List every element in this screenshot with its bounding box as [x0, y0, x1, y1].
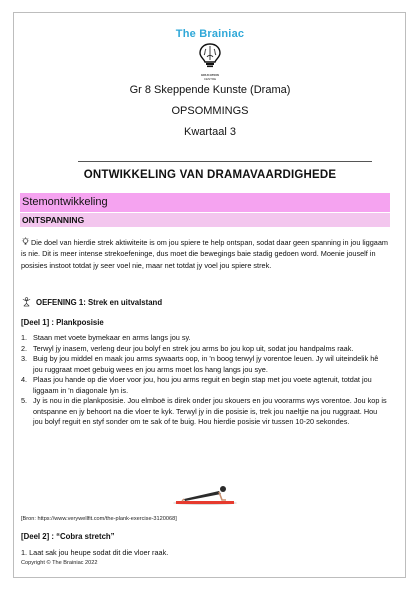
plank-steps-list [21, 333, 387, 428]
intro-paragraph [21, 237, 389, 271]
subtopic-band: ONTSPANNING [20, 213, 390, 227]
list-item: 5. Jy is nou in die plankposisie. Jou elmboë is direk onder jou skouers en jou voorarms wys vorentoe. Jou kop is ontspanne en jy behoort na die vloer te kyk. Terwyl jy in die posisie is, trek jou naeltjie na jou ruggraat. Hou jou bolyf reguit en styf sonder om te sak of te buig. Hou hierdie posisie vir tussen 10-20 sekondes. [21, 396, 387, 426]
part2-heading: [Deel 2] : “Cobra stretch” [21, 532, 115, 541]
brand-name: The Brainiac [175, 28, 245, 40]
term-title: Kwartaal 3 [184, 126, 236, 138]
plank-exercise-image [170, 481, 240, 507]
list-item: 3. Buig by jou middel en maak jou arms sywaarts oop, in 'n boog terwyl jy vorentoe leuen. Jy wil uiteindelik hê jou ruggraat moet gebuig wees en jou arms moet los hang langs jou sye. [21, 354, 379, 374]
exercise-heading [21, 297, 162, 307]
part2-step: 1. Laat sak jou heupe sodat dit die vloer raak. [21, 548, 169, 557]
part1-heading: [Deel 1] : Plankposisie [21, 318, 104, 327]
divider [78, 161, 372, 162]
subject-title: Gr 8 Skeppende Kunste (Drama) [129, 84, 291, 96]
title-block [0, 80, 420, 143]
topic-band: Stemontwikkeling [20, 193, 390, 212]
list-item: 4. Plaas jou hande op die vloer voor jou, hou jou arms reguit en begin stap met jou voete agteruit, totdat jou liggaam in 'n diagonale lyn is. [21, 375, 372, 395]
list-item: 1. Staan met voete bymekaar en arms langs jou sy. [21, 333, 191, 342]
source-citation: [Bron: https://www.verywellfit.com/the-plank-exercise-3120068] [21, 516, 177, 522]
intro-text: Die doel van hierdie strek aktiwiteite is om jou spiere te help ontspan, sodat daar geen spanning in jou liggaam is nie. Dit is meer intense strekoefeninge, dus moet die bewegings baie stadig gedoen word. Moenie jouself in posisies instoot totdat jy seer voel nie, maar net totdat jy voel jou spiere strek. [21, 238, 388, 270]
logo-caption-2: CENTRE [203, 77, 217, 81]
exercise-heading-text: OEFENING 1: Strek en uitvalstand [36, 298, 163, 307]
logo-caption-1: EDUCATION [201, 73, 219, 77]
document-type-title: OPSOMMINGS [171, 105, 249, 117]
brain-bulb-logo-icon [195, 42, 225, 81]
copyright-footer: Copyright © The Brainiac 2022 [21, 560, 98, 566]
section-title: ONTWIKKELING VAN DRAMAVAARDIGHEDE [83, 169, 337, 181]
header [0, 28, 420, 81]
list-item: 2. Terwyl jy inasem, verleng deur jou bolyf en strek jou arms bo jou kop uit, sodat jou handpalms raak. [21, 343, 354, 353]
lightbulb-icon [21, 237, 30, 246]
yoga-pose-icon [21, 297, 32, 307]
